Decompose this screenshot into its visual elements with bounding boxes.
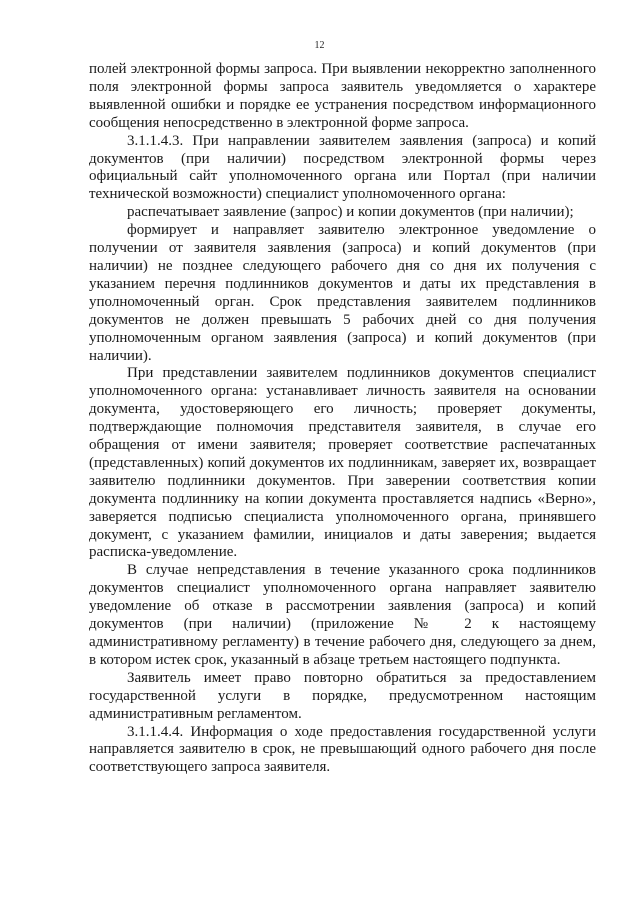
paragraph-form-notification: формирует и направляет заявителю электронное уведомление о получении от заявителя заявления (запроса) и копий документов (при наличии) не позднее следующего рабочего дня со дня их получения с указанием перечня подлинников документов и даты их представления в уполномоченный орган. Срок представления заявителем подлинников документов не должен превышать 5 рабочих дней со дня получения уполномоченным органом заявления (запроса) и копий документов (при наличии). bbox=[89, 222, 596, 364]
paragraph-reapply-right: Заявитель имеет право повторно обратиться за предоставлением государственной услуги в порядке, предусмотренном настоящим административным регламентом. bbox=[89, 669, 596, 722]
document-body bbox=[89, 61, 596, 777]
paragraph-refusal-notice: В случае непредставления в течение указанного срока подлинников документов специалист уполномоченного органа направляет заявителю уведомление об отказе в рассмотрении заявления (запроса) и копий документов (при наличии) (приложение № 2 к настоящему административному регламенту) в течение рабочего дня, следующего за днем, в котором истек срок, указанный в абзаце третьем настоящего подпункта. bbox=[89, 562, 596, 668]
paragraph-continuation: полей электронной формы запроса. При выявлении некорректно заполненного поля электронной формы запроса заявитель уведомляется о характере выявленной ошибки и порядке ее устранения посредством информационного сообщения непосредственно в электронной форме запроса. bbox=[89, 61, 596, 131]
paragraph-original-documents: При представлении заявителем подлинников документов специалист уполномоченного органа: устанавливает личность заявителя на основании документа, удостоверяющего его личность; проверяет документы, подтверждающие полномочия представителя заявителя, в случае его обращения от имени заявителя; проверяет соответствие распечатанных (представленных) копий документов их подлинникам, заверяет их, возвращает заявителю подлинники документов. При заверении соответствия копии документа подлиннику на копии документа проставляется надпись «Верно», заверяется подписью специалиста уполномоченного органа, принявшего документ, с указанием фамилии, инициалов и даты заверения; выдается расписка-уведомление. bbox=[89, 365, 596, 561]
paragraph-print-request: распечатывает заявление (запрос) и копии документов (при наличии); bbox=[127, 204, 574, 221]
paragraph-3-1-1-4-3: 3.1.1.4.3. При направлении заявителем заявления (запроса) и копий документов (при наличии) посредством электронной формы через официальный сайт уполномоченного органа или Портал (при наличии технической возможности) специалист уполномоченного органа: bbox=[89, 132, 596, 203]
page-number: 12 bbox=[314, 40, 325, 51]
paragraph-3-1-1-4-4: 3.1.1.4.4. Информация о ходе предоставления государственной услуги направляется заявителю в срок, не превышающий одного рабочего дня после соответствующего запроса заявителя. bbox=[89, 723, 596, 776]
